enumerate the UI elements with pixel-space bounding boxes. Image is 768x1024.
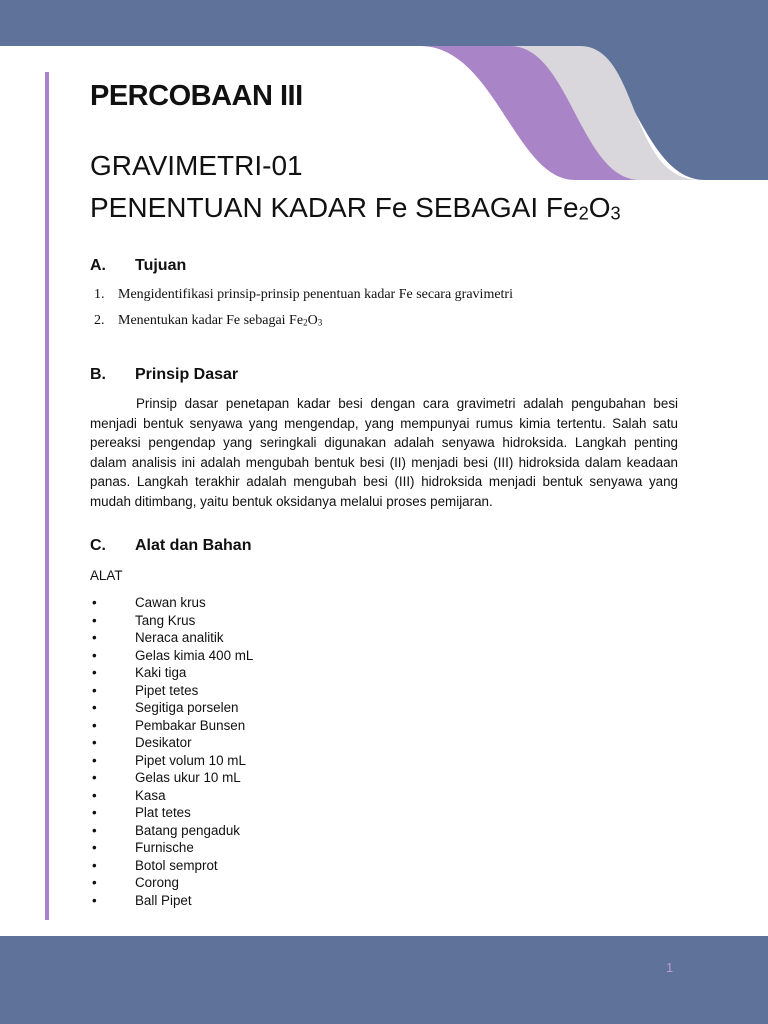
bullet-marker: • <box>92 665 97 681</box>
equipment-item-text: Desikator <box>135 735 192 751</box>
equipment-item-text: Segitiga porselen <box>135 700 239 716</box>
equipment-item-text: Cawan krus <box>135 595 206 611</box>
equipment-list <box>90 594 253 909</box>
list-item <box>90 664 253 682</box>
section-c-title: Alat dan Bahan <box>135 537 252 554</box>
section-a-title: Tujuan <box>135 257 187 274</box>
bullet-marker: • <box>92 647 97 663</box>
list-item <box>90 594 253 612</box>
equipment-item-text: Pipet tetes <box>135 682 199 698</box>
document-subtitle-1: GRAVIMETRI-01 <box>90 150 303 181</box>
bullet-marker: • <box>92 892 97 908</box>
list-item <box>90 822 253 840</box>
equipment-item-text: Pembakar Bunsen <box>135 717 246 733</box>
list-item <box>90 857 253 875</box>
bullet-marker: • <box>92 595 97 611</box>
bullet-marker: • <box>92 805 97 821</box>
bullet-marker: • <box>92 717 97 733</box>
equipment-item-text: Gelas kimia 400 mL <box>135 647 254 663</box>
equipment-item-text: Tang Krus <box>135 612 196 628</box>
equipment-item-text: Furnische <box>135 840 194 856</box>
list-item <box>90 892 253 910</box>
bullet-marker: • <box>92 682 97 698</box>
bullet-marker: • <box>92 700 97 716</box>
list-item <box>90 787 253 805</box>
bullet-marker: • <box>92 875 97 891</box>
bullet-marker: • <box>92 612 97 628</box>
document-title: PERCOBAAN III <box>90 80 303 112</box>
equipment-item-text: Kasa <box>135 787 166 803</box>
section-a-letter: A. <box>90 257 106 274</box>
list-item <box>90 734 253 752</box>
section-c-letter: C. <box>90 537 106 554</box>
equipment-item-text: Gelas ukur 10 mL <box>135 770 241 786</box>
objectives-list <box>94 287 513 339</box>
equipment-item-text: Botol semprot <box>135 857 218 873</box>
bullet-marker: • <box>92 735 97 751</box>
document-subtitle-2: PENENTUAN KADAR Fe SEBAGAI $Fe_2O_3$ <box>90 192 621 224</box>
left-accent-rule <box>45 72 49 920</box>
page-number: 1 <box>666 960 674 975</box>
list-item <box>90 699 253 717</box>
equipment-item-text: Ball Pipet <box>135 892 192 908</box>
equipment-item-text: Pipet volum 10 mL <box>135 752 246 768</box>
bullet-marker: • <box>92 752 97 768</box>
principle-paragraph: Prinsip dasar penetapan kadar besi dengan cara gravimetri adalah pengubahan besi menjadi bentuk senyawa yang mengendap, yang mempunyai rumus kimia tertentu. Salah satu pereaksi pengendap yang seringkali digunakan adalah senyawa hidroksida. Langkah penting dalam analisis ini adalah mengubah bentuk besi (II) menjadi besi (III) hidroksida dalam keadaan panas. Langkah terakhir adalah mengubah besi (III) hidroksida menjadi bentuk senyawa yang mudah ditimbang, yaitu bentuk oksidanya melalui proses pemijaran. <box>90 396 678 509</box>
bullet-marker: • <box>92 787 97 803</box>
list-item: 2. Menentukan kadar Fe sebagai $Fe_2O_3$ <box>94 313 323 328</box>
bullet-marker: • <box>92 822 97 838</box>
section-b-title: Prinsip Dasar <box>135 366 239 383</box>
bullet-marker: • <box>92 840 97 856</box>
list-item <box>90 769 253 787</box>
equipment-item-text: Corong <box>135 875 179 891</box>
list-item <box>90 839 253 857</box>
list-item: 1. Mengidentifikasi prinsip-prinsip penentuan kadar Fe secara gravimetri <box>94 287 513 302</box>
list-item <box>90 717 253 735</box>
bullet-marker: • <box>92 630 97 646</box>
list-item <box>90 752 253 770</box>
equipment-item-text: Kaki tiga <box>135 665 187 681</box>
list-item <box>90 629 253 647</box>
bullet-marker: • <box>92 857 97 873</box>
bullet-marker: • <box>92 770 97 786</box>
equipment-item-text: Plat tetes <box>135 805 191 821</box>
equipment-item-text: Batang pengaduk <box>135 822 240 838</box>
list-item <box>90 682 253 700</box>
list-item <box>90 804 253 822</box>
section-b-letter: B. <box>90 366 106 383</box>
list-item <box>90 647 253 665</box>
footer-band <box>0 936 768 1024</box>
list-item <box>90 874 253 892</box>
list-item <box>90 612 253 630</box>
equipment-label: ALAT <box>90 568 123 583</box>
equipment-item-text: Neraca analitik <box>135 630 224 646</box>
